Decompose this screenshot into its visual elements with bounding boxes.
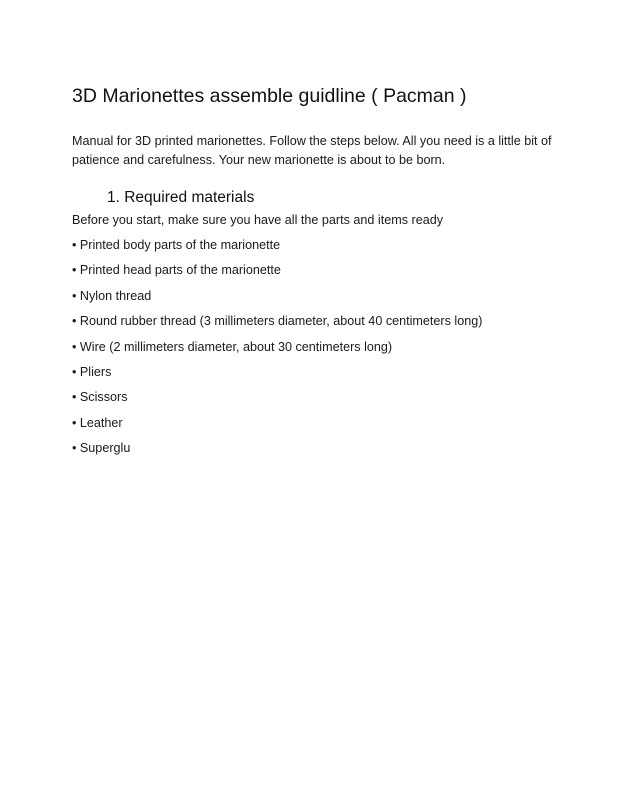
list-item-nylon-thread: • Nylon thread [72,288,152,303]
list-item-leather: • Leather [72,415,123,430]
list-item-pliers: • Pliers [72,364,112,379]
intro-paragraph: Manual for 3D printed marionettes. Follow the steps below. All you need is a little bit of patience and carefulness. Your new marionette is about to be born. [72,134,552,167]
list-item-superglu: • Superglu [72,441,131,456]
list-item-wire: • Wire (2 millimeters diameter, about 30 centimeters long) [72,339,393,354]
materials-list [72,236,482,465]
list-item-head-parts: • Printed head parts of the marionette [72,263,281,278]
document-title: 3D Marionettes assemble guidline ( Pacman ) [72,85,467,107]
section-heading-required-materials: 1. Required materials [107,189,255,206]
section-lead-text: Before you start, make sure you have all the parts and items ready [72,213,444,227]
list-item-scissors: • Scissors [72,390,128,405]
list-item-body-parts: • Printed body parts of the marionette [72,238,281,252]
list-item-rubber-thread: • Round rubber thread (3 millimeters diameter, about 40 centimeters long) [72,314,483,329]
